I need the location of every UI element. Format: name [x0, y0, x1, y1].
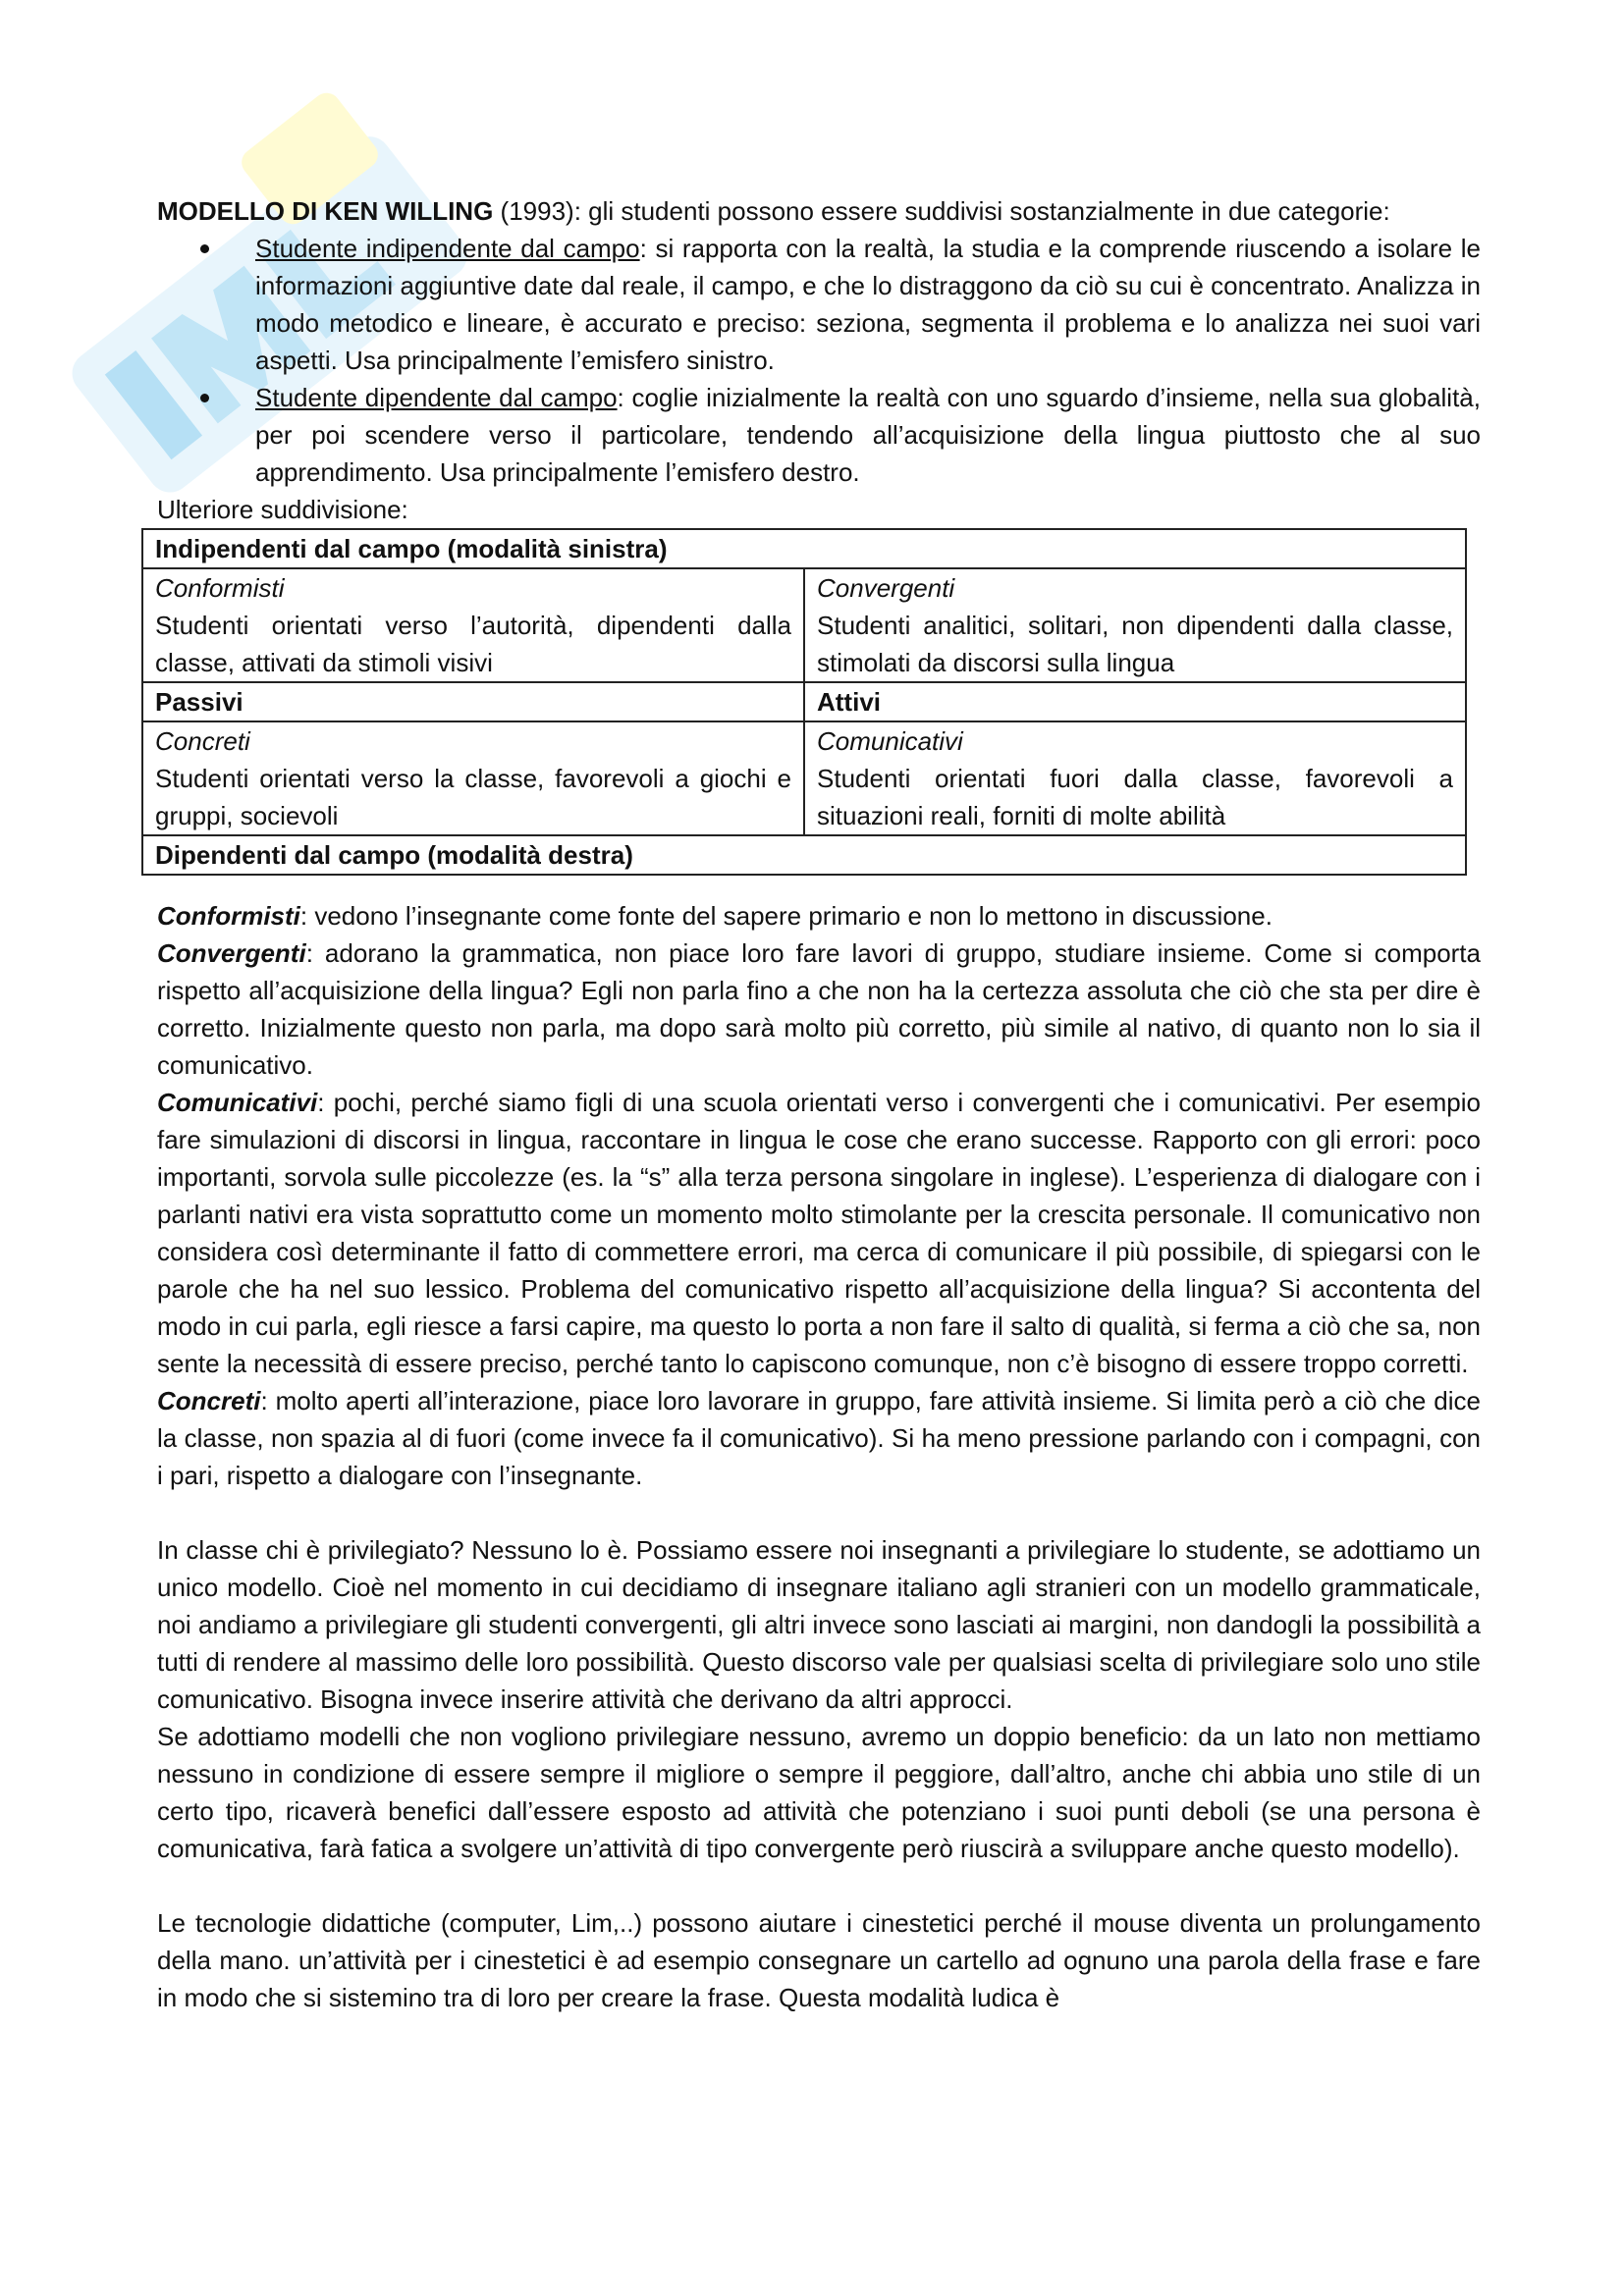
cell-desc: Studenti orientati fuori dalla classe, favorevoli a situazioni reali, forniti di molte abilità: [817, 764, 1453, 830]
learning-styles-table: [141, 528, 1467, 876]
table-header-independent: Indipendenti dal campo (modalità sinistra): [142, 529, 1466, 568]
intro-line: [157, 192, 1481, 230]
bullet-term: Studente indipendente dal campo: [255, 234, 640, 263]
model-title-rest: (1993): gli studenti possono essere suddivisi sostanzialmente in due categorie:: [493, 196, 1390, 226]
paragraph-technology: Le tecnologie didattiche (computer, Lim,..) possono aiutare i cinestetici perché il mouse diventa un prolungamento della mano. un’attività per i cinestetici è ad esempio consegnare un cartello ad ognuno una parola della frase e fare in modo che si sistemino tra di loro per creare la frase. Questa modalità ludica è: [157, 1908, 1481, 2012]
definition-concreti: Concreti: molto aperti all’interazione, piace loro lavorare in gruppo, fare attività insieme. Si limita però a ciò che dice la classe, non spazia al di fuori (come invece fa il comunicativo). Si ha meno pressione parlando con i compagni, con i pari, rispetto a dialogare con l’insegnante.: [157, 1386, 1481, 1490]
subdivision-label: Ulteriore suddivisione:: [157, 495, 408, 524]
cell-title: Conformisti: [155, 573, 285, 603]
list-item: Studente indipendente dal campo: si rapporta con la realtà, la studia e la comprende riuscendo a isolare le informazioni aggiuntive date dal reale, il campo, e che lo distraggono da ciò su cui è concentrato. Analizza in modo metodico e lineare, è accurato e preciso: seziona, segmenta il problema e lo analizza nei suoi vari aspetti. Usa principalmente l’emisfero sinistro.: [255, 230, 1481, 379]
cell-title: Convergenti: [817, 573, 955, 603]
cell-convergenti: [804, 568, 1466, 682]
cell-passivi: Passivi: [142, 682, 804, 721]
cell-desc: Studenti orientati verso l’autorità, dipendenti dalla classe, attivati da stimoli visivi: [155, 611, 791, 677]
paragraph-benefit: Se adottiamo modelli che non vogliono privilegiare nessuno, avremo un doppio beneficio: da un lato non mettiamo nessuno in condizione di essere sempre il migliore o sempre il peggiore, dall’altro, anche chi abbia uno stile di un certo tipo, ricaverà benefici dall’essere esposto ad attività che potenziano i suoi punti deboli (se una persona è comunicativa, farà fatica a svolgere un’attività di tipo convergente però riuscirà a sviluppare anche questo modello).: [157, 1722, 1481, 1863]
document-page: [157, 192, 1481, 2016]
cell-title: Comunicativi: [817, 726, 963, 756]
table-header-dependent: Dipendenti dal campo (modalità destra): [142, 835, 1466, 875]
list-item: Studente dipendente dal campo: coglie inizialmente la realtà con uno sguardo d’insieme, nella sua globalità, per poi scendere verso il particolare, tendendo all’acquisizione della lingua piuttosto che al suo apprendimento. Usa principalmente l’emisfero destro.: [255, 379, 1481, 491]
definition-conformisti: Conformisti: vedono l’insegnante come fonte del sapere primario e non lo mettono in discussione.: [157, 901, 1272, 931]
cell-desc: Studenti orientati verso la classe, favorevoli a giochi e gruppi, socievoli: [155, 764, 791, 830]
cell-conformisti: [142, 568, 804, 682]
cell-comunicativi: [804, 721, 1466, 835]
model-title: MODELLO DI KEN WILLING: [157, 196, 494, 226]
definition-convergenti: Convergenti: adorano la grammatica, non piace loro fare lavori di gruppo, studiare insieme. Come si comporta rispetto all’acquisizione della lingua? Egli non parla fino a che non ha la certezza assoluta che ciò che sta per dire è corretto. Inizialmente questo non parla, ma dopo sarà molto più corretto, più simile al nativo, di quanto non lo sia il comunicativo.: [157, 938, 1481, 1080]
cell-title: Concreti: [155, 726, 250, 756]
bullet-term: Studente dipendente dal campo: [255, 383, 618, 412]
cell-attivi: Attivi: [804, 682, 1466, 721]
definition-comunicativi: Comunicativi: pochi, perché siamo figli di una scuola orientati verso i convergenti che i comunicativi. Per esempio fare simulazioni di discorsi in lingua, raccontare in lingua le cose che erano successe. Rapporto con gli errori: poco importanti, sorvola sulle piccolezze (es. la “s” alla terza persona singolare in inglese). L’esperienza di dialogare con i parlanti nativi era vista soprattutto come un momento molto stimolante per la crescita personale. Il comunicativo non considera così determinante il fatto di commettere errori, ma cerca di comunicare il più possibile, di spiegarsi con le parole che ha nel suo lessico. Problema del comunicativo rispetto all’acquisizione della lingua? Si accontenta del modo in cui parla, egli riesce a farsi capire, ma questo lo porta a non fare il salto di qualità, si ferma a ciò che sa, non sente la necessità di essere preciso, perché tanto lo capiscono comunque, non c’è bisogno di essere troppo corretti.: [157, 1088, 1481, 1378]
paragraph-privilege: In classe chi è privilegiato? Nessuno lo è. Possiamo essere noi insegnanti a privilegiare lo studente, se adottiamo un unico modello. Cioè nel momento in cui decidiamo di insegnare italiano agli stranieri con un modello grammaticale, noi andiamo a privilegiare gli studenti convergenti, gli altri invece sono lasciati ai margini, non dandogli la possibilità a tutti di rendere al massimo delle loro possibilità. Questo discorso vale per qualsiasi scelta di privilegiare solo uno stile comunicativo. Bisogna invece inserire attività che derivano da altri approcci.: [157, 1535, 1481, 1714]
cell-concreti: [142, 721, 804, 835]
student-types-list: [157, 230, 1481, 491]
cell-desc: Studenti analitici, solitari, non dipendenti dalla classe, stimolati da discorsi sulla lingua: [817, 611, 1453, 677]
